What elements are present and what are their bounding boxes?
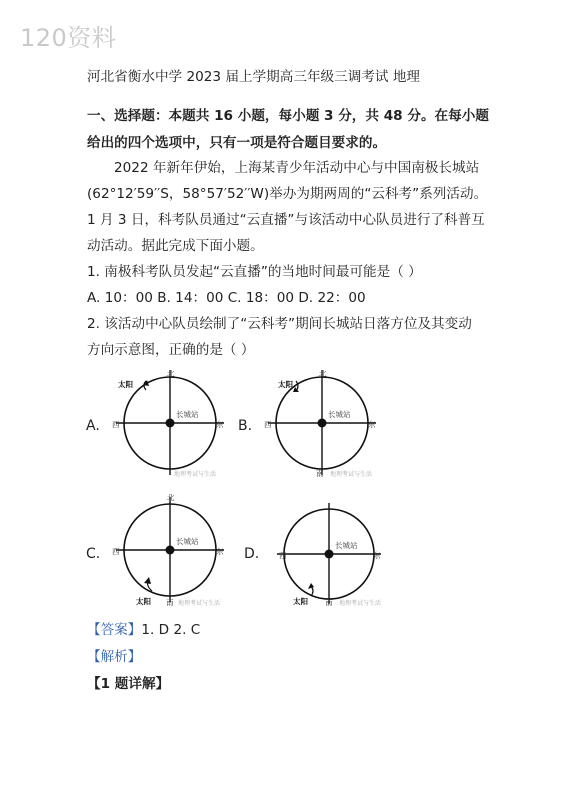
option-c-label: C. [86,546,101,562]
west-label: 西 [264,420,272,429]
west-label: 西 [279,551,287,560]
station-dot [166,546,175,555]
question-2-stem-line-1: 2. 该活动中心队员绘制了“云科考”期间长城站日落方位及其变动 [87,316,472,332]
answer-text: 1. D 2. C [141,622,201,638]
detail-heading: 【1 题详解】 [87,676,170,692]
option-d-label: D. [244,546,260,562]
arrowhead-icon [144,577,151,584]
option-b-label: B. [238,418,253,434]
north-label: 北 [167,493,175,502]
question-2-stem-line-2: 方向示意图，正确的是（ ） [87,342,255,358]
credit-watermark: 地理考试与生活 [330,471,373,478]
south-label: 南 [325,598,333,607]
option-a-diagram [104,365,244,477]
station-label: 长城站 [335,541,358,550]
option-a-label: A. [86,418,100,434]
passage-line-1: 2022 年新年伊始，上海某青少年活动中心与中国南极长城站 [114,160,480,176]
station-dot [325,550,334,559]
arrowhead-icon [308,583,314,589]
analysis-label: 【解析】 [87,649,142,665]
station-dot [318,419,327,428]
sun-label: 太阳 [136,597,151,606]
credit-watermark: 地理考试与生活 [174,471,217,478]
watermark: 120资料 [20,24,117,52]
option-c-diagram [104,492,244,608]
option-b-diagram [256,365,396,477]
east-label: 东 [368,420,376,429]
passage-line-4: 动活动。据此完成下面小题。 [87,238,264,254]
south-label: 南 [316,469,324,478]
station-label: 长城站 [176,537,199,546]
station-label: 长城站 [176,410,199,419]
north-label: 北 [319,369,327,378]
station-label: 长城站 [328,410,351,419]
section-heading-line-1: 一、选择题：本题共 16 小题，每小题 3 分，共 48 分。在每小题 [87,108,489,124]
credit-watermark: 地理考试与生活 [178,600,221,607]
north-label: 北 [167,369,175,378]
document-title: 河北省衡水中学 2023 届上学期高三年级三调考试 地理 [87,69,421,85]
question-1-stem: 1. 南极科考队员发起“云直播”的当地时间最可能是（ ） [87,264,422,280]
passage-line-3: 1 月 3 日，科考队员通过“云直播”与该活动中心队员进行了科普互 [87,212,485,228]
west-label: 西 [112,420,120,429]
answer-line [87,620,200,640]
west-label: 西 [112,547,120,556]
station-dot [166,419,175,428]
south-label: 南 [166,598,174,607]
option-d-diagram [265,500,405,610]
east-label: 东 [373,551,381,560]
passage-line-2: (62°12′59′′S，58°57′52′′W)举办为期两周的“云科考”系列活动。 [87,186,488,202]
sun-label: 太阳 [278,380,293,389]
east-label: 东 [216,420,224,429]
sun-label: 太阳 [118,380,133,389]
question-1-options: A. 10：00 B. 14：00 C. 18：00 D. 22：00 [87,290,366,306]
east-label: 东 [216,547,224,556]
section-heading-line-2: 给出的四个选项中，只有一项是符合题目要求的。 [87,135,387,151]
answer-label: 【答案】 [87,622,142,638]
sun-label: 太阳 [293,597,308,606]
credit-watermark: 地理考试与生活 [339,600,382,607]
